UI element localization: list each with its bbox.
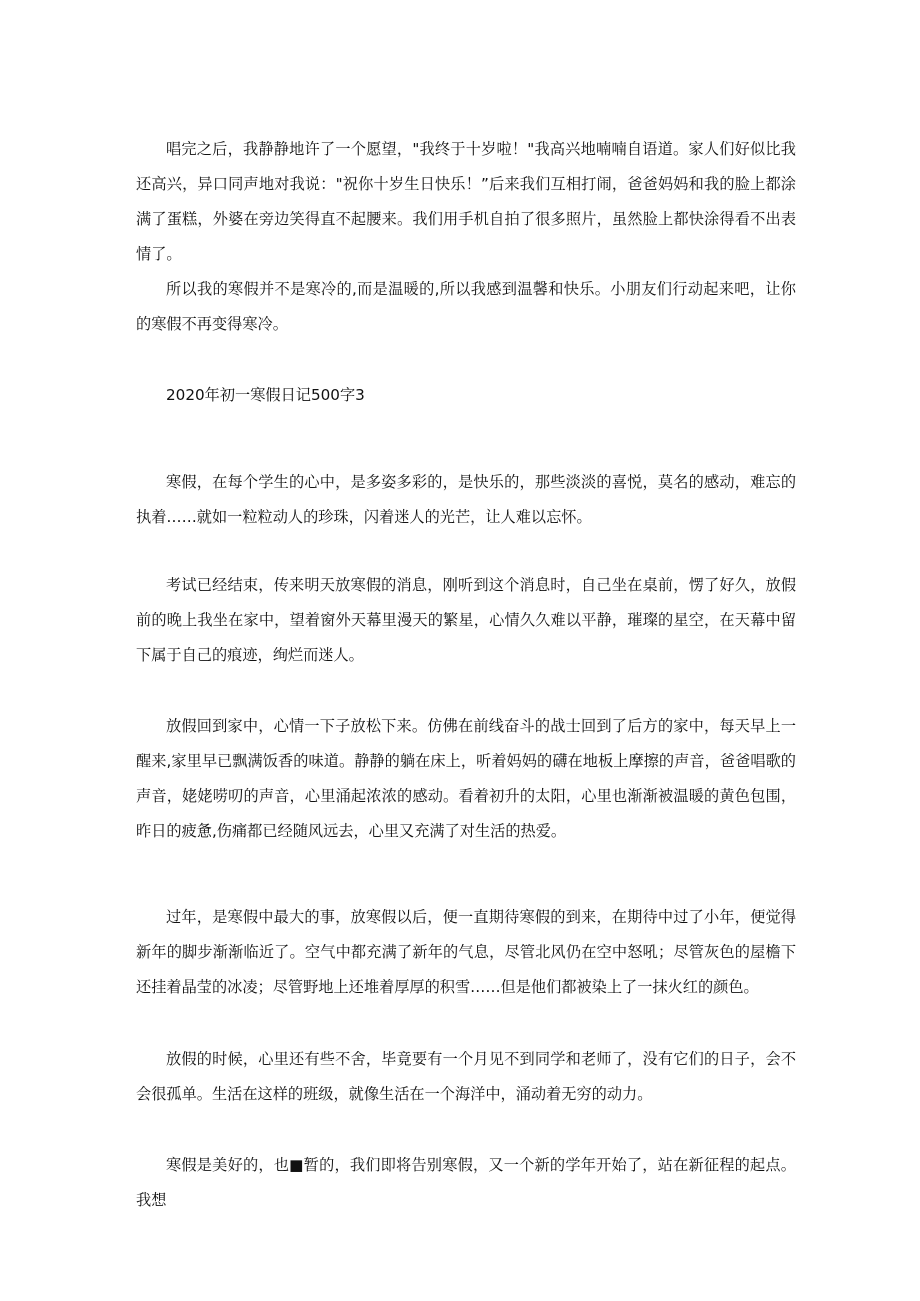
section-heading: 2020年初一寒假日记500字3: [166, 386, 365, 404]
paragraph-home: 放假回到家中，心情一下子放松下来。仿佛在前线奋斗的战士回到了后方的家中，每天早上一醒来,家里早已飘满饭香的味道。静静的躺在床上，听着妈妈的礴在地板上摩擦的声音，爸爸唱歌的声音，姥姥唠叨的声音，心里涌起浓浓的感动。看着初升的太阳，心里也渐渐被温暖的黄色包围，昨日的疲惫,伤痛都已经随风远去，心里又充满了对生活的热爱。: [136, 717, 796, 840]
paragraph-new-year: 过年，是寒假中最大的事，放寒假以后，便一直期待寒假的到来，在期待中过了小年，便觉得新年的脚步渐渐临近了。空气中都充满了新年的气息，尽管北风仍在空中怒吼；尽管灰色的屋檐下还挂着晶莹的冰凌；尽管野地上还堆着厚厚的积雪……但是他们都被染上了一抹火红的颜色。: [136, 908, 796, 996]
paragraph-exam: 考试已经结束，传来明天放寒假的消息，刚听到这个消息时，自己坐在桌前，愣了好久，放假前的晚上我坐在家中，望着窗外天幕里漫天的繁星，心情久久难以平静，璀璨的星空，在天幕中留下属于自己的痕迹，绚烂而迷人。: [136, 576, 796, 664]
paragraph-intro: 寒假，在每个学生的心中，是多姿多彩的，是快乐的，那些淡淡的喜悦，莫名的感动，难忘的执着……就如一粒粒动人的珍珠，闪着迷人的光芒，让人难以忘怀。: [136, 473, 796, 526]
paragraph-missing-class: 放假的时候，心里还有些不舍，毕竟要有一个月见不到同学和老师了，没有它们的日子，会不会很孤单。生活在这样的班级，就像生活在一个海洋中，涌动着无穷的动力。: [136, 1050, 796, 1103]
paragraph-birthday: 唱完之后，我静静地许了一个愿望，"我终于十岁啦！"我高兴地喃喃自语道。家人们好似比我还高兴，异口同声地对我说："祝你十岁生日快乐！”后来我们互相打闹，爸爸妈妈和我的脸上都涂满了蛋糕，外婆在旁边笑得直不起腰来。我们用手机自拍了很多照片，虽然脸上都快涂得看不出表情了。: [136, 140, 796, 263]
paragraph-conclusion: 所以我的寒假并不是寒冷的,而是温暖的,所以我感到温馨和快乐。小朋友们行动起来吧，让你的寒假不再变得寒冷。: [136, 280, 796, 333]
paragraph-ending: 寒假是美好的，也■暂的，我们即将告别寒假，又一个新的学年开始了，站在新征程的起点。我想: [136, 1156, 796, 1209]
